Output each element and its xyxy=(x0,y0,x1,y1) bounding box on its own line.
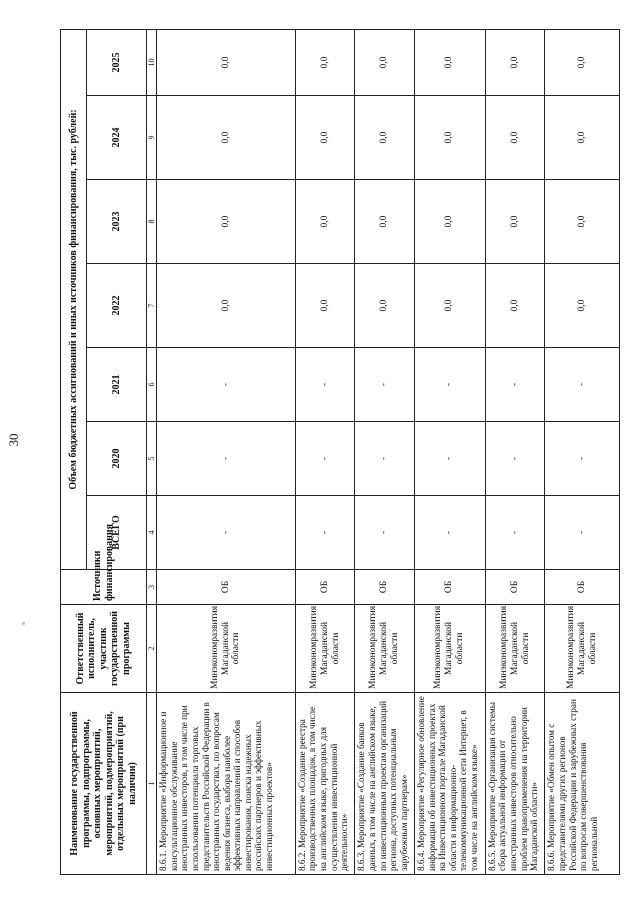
row-value: 0,0 xyxy=(485,96,545,180)
page-number: 30 xyxy=(6,433,21,447)
row-value: 0,0 xyxy=(545,264,620,348)
header-year-2024: 2024 xyxy=(87,96,147,180)
table-row xyxy=(157,29,296,874)
row-value: 0,0 xyxy=(157,96,296,180)
row-value: 0,0 xyxy=(414,180,485,264)
row-value: 0,0 xyxy=(295,29,355,95)
row-value: 0,0 xyxy=(295,96,355,180)
row-value: - xyxy=(545,348,620,422)
col-number: 8 xyxy=(147,180,157,264)
row-name: 8.6.3. Мероприятие «Создание банков данных, в том числе на английском языке, по инвестиционным проектам организаций региона, доступных потенциальным зарубежным партнерам» xyxy=(355,693,415,875)
row-name: 8.6.1. Мероприятие «Информационное и консультационное обслуживание иностранных инвесторов, в том числе при использовании потенциала торговых представительств Российской Федерации в иностранных государствах, по вопросам ведения бизнеса, выбора наиболее эффективных направлений и способов инвестирования, поиска надежных российских партнеров и эффективных инвестиционных проектов» xyxy=(157,693,296,875)
row-value: 0,0 xyxy=(157,29,296,95)
row-value: 0,0 xyxy=(485,29,545,95)
table-row xyxy=(295,29,355,874)
row-value: - xyxy=(157,348,296,422)
row-value: - xyxy=(485,348,545,422)
row-name: 8.6.4. Мероприятие «Регулярное обновление информации об инвестиционных проектах на Инвестиционном портале Магаданской области в информационно-телекоммуникационной сети Интернет, в том числе на английском языке» xyxy=(414,693,485,875)
table-row xyxy=(485,29,545,874)
row-executor: Минэкономразвития Магаданской области xyxy=(485,605,545,693)
row-executor: Минэкономразвития Магаданской области xyxy=(414,605,485,693)
rotated-table-content xyxy=(60,30,620,875)
table-body xyxy=(157,29,620,874)
row-value: 0,0 xyxy=(414,96,485,180)
row-value: 0,0 xyxy=(355,96,415,180)
row-value: - xyxy=(355,496,415,570)
row-executor: Минэкономразвития Магаданской области xyxy=(295,605,355,693)
row-source: ОБ xyxy=(157,570,296,605)
row-executor: Минэкономразвития Магаданской области xyxy=(157,605,296,693)
col-number: 4 xyxy=(147,496,157,570)
col-number: 9 xyxy=(147,96,157,180)
row-value: - xyxy=(157,496,296,570)
row-source: ОБ xyxy=(545,570,620,605)
col-number: 1 xyxy=(147,693,157,875)
header-year-2022: 2022 xyxy=(87,264,147,348)
row-value: - xyxy=(295,422,355,496)
col-number: 2 xyxy=(147,605,157,693)
header-source: Источники финансирования xyxy=(61,570,147,605)
header-year-2021: 2021 xyxy=(87,348,147,422)
row-value: - xyxy=(295,348,355,422)
row-value: 0,0 xyxy=(545,96,620,180)
row-value: - xyxy=(545,496,620,570)
col-number: 3 xyxy=(147,570,157,605)
row-name: 8.6.5. Мероприятие «Организация системы сбора актуальной информации от иностранных инвесторов относительно проблем правоприменения на территории Магаданской области» xyxy=(485,693,545,875)
scan-speck xyxy=(22,622,25,625)
col-number: 10 xyxy=(147,29,157,95)
row-source: ОБ xyxy=(355,570,415,605)
row-value: 0,0 xyxy=(295,264,355,348)
row-value: 0,0 xyxy=(414,29,485,95)
header-funding-group: Объем бюджетных ассигнований и иных источников финансирования, тыс. рублей: xyxy=(61,29,87,569)
table-row xyxy=(414,29,485,874)
row-value: 0,0 xyxy=(485,180,545,264)
page-number-container xyxy=(0,400,28,480)
row-value: - xyxy=(157,422,296,496)
rotated-table-frame xyxy=(60,30,620,875)
row-executor: Минэкономразвития Магаданской области xyxy=(545,605,620,693)
col-number: 7 xyxy=(147,264,157,348)
col-number: 6 xyxy=(147,348,157,422)
row-value: 0,0 xyxy=(157,180,296,264)
row-value: 0,0 xyxy=(355,29,415,95)
row-value: 0,0 xyxy=(414,264,485,348)
row-name: 8.6.6. Мероприятие «Обмен опытом с представителями других регионов Российской Федерации и зарубежных стран по вопросам совершенствования региональной xyxy=(545,693,620,875)
row-value: - xyxy=(545,422,620,496)
header-year-2023: 2023 xyxy=(87,180,147,264)
header-program-name: Наименование государственной программы, подпрограммы, основных мероприятий, мероприятий, подмероприятий, отдельных мероприятий (при наличии) xyxy=(61,693,147,875)
row-value: - xyxy=(414,348,485,422)
col-number: 5 xyxy=(147,422,157,496)
row-executor: Минэкономразвития Магаданской области xyxy=(355,605,415,693)
header-year-2020: 2020 xyxy=(87,422,147,496)
row-value: 0,0 xyxy=(157,264,296,348)
table-row xyxy=(355,29,415,874)
row-value: 0,0 xyxy=(355,264,415,348)
row-source: ОБ xyxy=(295,570,355,605)
row-value: - xyxy=(355,422,415,496)
row-value: 0,0 xyxy=(295,180,355,264)
table-row xyxy=(545,29,620,874)
row-value: - xyxy=(414,496,485,570)
row-value: 0,0 xyxy=(545,29,620,95)
row-value: - xyxy=(295,496,355,570)
row-value: 0,0 xyxy=(545,180,620,264)
row-source: ОБ xyxy=(414,570,485,605)
program-funding-table xyxy=(60,29,620,875)
row-value: - xyxy=(485,496,545,570)
row-name: 8.6.2. Мероприятие «Создание реестра производственных площадок, в том числе на английском языке, пригодных для осуществления инвестиционной деятельности» xyxy=(295,693,355,875)
row-value: - xyxy=(485,422,545,496)
header-year-total: ВСЕГО xyxy=(87,496,147,570)
row-value: 0,0 xyxy=(355,180,415,264)
row-value: - xyxy=(355,348,415,422)
header-year-2025: 2025 xyxy=(87,29,147,95)
header-executor: Ответственный исполнитель, участник государственной программы xyxy=(61,605,147,693)
row-source: ОБ xyxy=(485,570,545,605)
row-value: - xyxy=(414,422,485,496)
row-value: 0,0 xyxy=(485,264,545,348)
